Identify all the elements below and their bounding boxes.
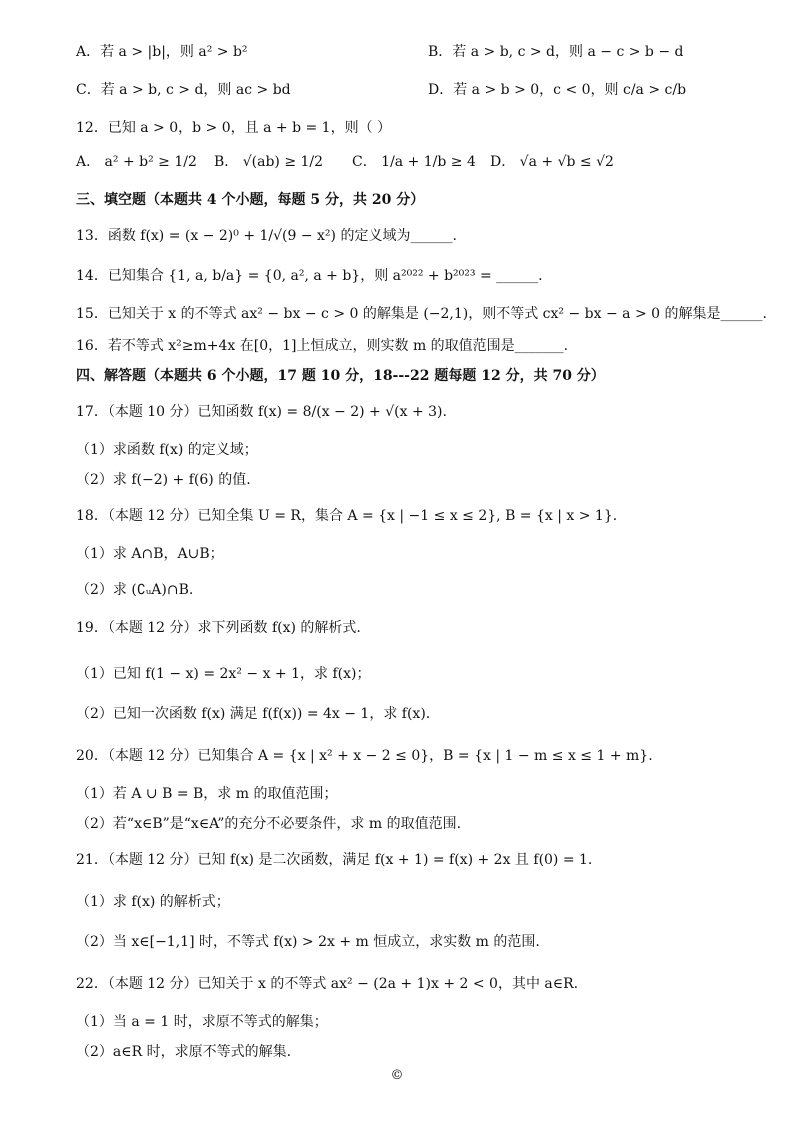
- q18-part-1: （1）求 A∩B，A∪B；: [76, 546, 224, 562]
- q11-row-ab: [76, 42, 718, 62]
- q16: 16．若不等式 x²≥m+4x 在[0，1]上恒成立，则实数 m 的取值范围是_______.: [76, 338, 569, 354]
- q17-part-2: （2）求 f(−2) + f(6) 的值.: [76, 472, 251, 488]
- q20: 20．（本题 12 分）已知集合 A = {x | x² + x − 2 ≤ 0}，B = {x | 1 − m ≤ x ≤ 1 + m}.: [76, 748, 653, 764]
- q11-option-a: A．若 a > |b|，则 a² > b²: [76, 44, 248, 60]
- q21-part-1: （1）求 f(x) 的解析式；: [76, 894, 230, 910]
- section-3-heading: 三、填空题（本题共 4 个小题，每题 5 分，共 20 分）: [76, 192, 425, 208]
- section-4-heading: 四、解答题（本题共 6 个小题，17 题 10 分，18---22 题每题 12 分，共 70 分）: [76, 368, 605, 384]
- q12-option-a: A． a² + b² ≥ 1/2: [76, 154, 197, 170]
- q11-row-cd: [76, 80, 718, 100]
- q12-option-c: C． 1/a + 1/b ≥ 4: [352, 154, 476, 170]
- q22: 22．（本题 12 分）已知关于 x 的不等式 ax² − (2a + 1)x + 2 < 0，其中 a∈R.: [76, 976, 579, 992]
- q20-part-1: （1）若 A ∪ B = B，求 m 的取值范围；: [76, 786, 338, 802]
- q11-option-d: D．若 a > b > 0，c < 0，则 c/a > c/b: [428, 82, 687, 98]
- q12-stem: 12．已知 a > 0，b > 0，且 a + b = 1，则（ ）: [76, 120, 392, 136]
- q11-option-c: C．若 a > b, c > d，则 ac > bd: [76, 82, 291, 98]
- q22-part-1: （1）当 a = 1 时，求原不等式的解集；: [76, 1014, 328, 1030]
- q18: 18．（本题 12 分）已知全集 U = R，集合 A = {x | −1 ≤ x ≤ 2}, B = {x | x > 1}.: [76, 508, 618, 524]
- q15: 15．已知关于 x 的不等式 ax² − bx − c > 0 的解集是 (−2,1)，则不等式 cx² − bx − a > 0 的解集是______.: [76, 306, 767, 322]
- q14: 14．已知集合 {1, a, b/a} = {0, a², a + b}，则 a²⁰²² + b²⁰²³ = ______.: [76, 268, 543, 284]
- q21-part-2: （2）当 x∈[−1,1] 时，不等式 f(x) > 2x + m 恒成立，求实数 m 的范围.: [76, 934, 540, 950]
- q17-part-1: （1）求函数 f(x) 的定义域；: [76, 442, 258, 458]
- q20-part-2: （2）若“x∈B”是“x∈A”的充分不必要条件，求 m 的取值范围.: [76, 816, 462, 832]
- q12-option-b: B． √(ab) ≥ 1/2: [214, 154, 324, 170]
- q11-option-b: B．若 a > b, c > d，则 a − c > b − d: [428, 44, 684, 60]
- footer-mark: ©: [390, 1068, 404, 1083]
- q13: 13．函数 f(x) = (x − 2)⁰ + 1/√(9 − x²) 的定义域为______.: [76, 228, 457, 244]
- q18-part-2: （2）求 (∁ᵤA)∩B.: [76, 582, 194, 598]
- q21: 21．（本题 12 分）已知 f(x) 是二次函数，满足 f(x + 1) = f(x) + 2x 且 f(0) = 1.: [76, 852, 593, 868]
- q22-part-2: （2）a∈R 时，求原不等式的解集.: [76, 1044, 292, 1060]
- q12-options: [76, 152, 718, 172]
- q19-part-1: （1）已知 f(1 − x) = 2x² − x + 1，求 f(x)；: [76, 666, 371, 682]
- q19: 19．（本题 12 分）求下列函数 f(x) 的解析式.: [76, 620, 361, 636]
- q19-part-2: （2）已知一次函数 f(x) 满足 f(f(x)) = 4x − 1，求 f(x).: [76, 706, 431, 722]
- q12-option-d: D． √a + √b ≤ √2: [490, 154, 614, 170]
- q17: 17．（本题 10 分）已知函数 f(x) = 8/(x − 2) + √(x + 3).: [76, 404, 447, 420]
